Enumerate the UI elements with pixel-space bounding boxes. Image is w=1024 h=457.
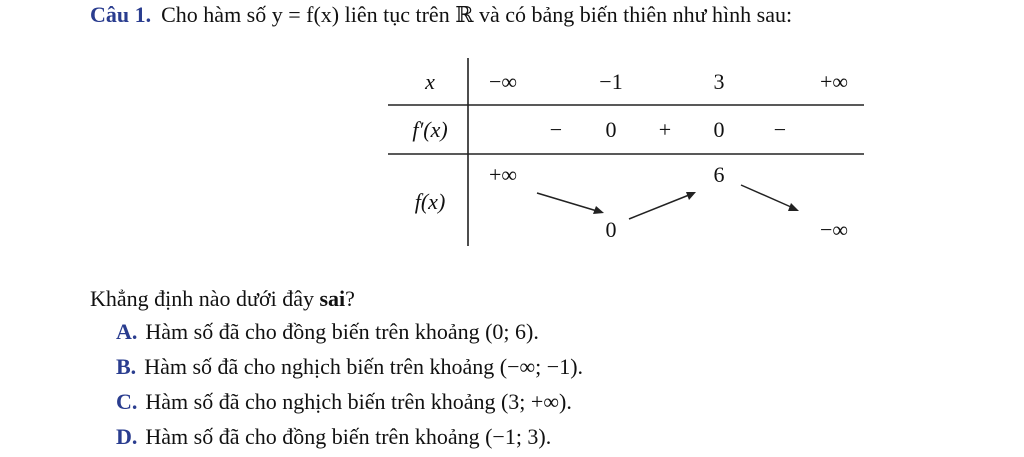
f-value-max: 6 — [713, 162, 725, 187]
option-b[interactable] — [116, 352, 583, 387]
prompt-end: ? — [345, 286, 355, 311]
question-prompt — [90, 286, 355, 312]
arrow-increase — [629, 192, 696, 219]
question-number: Câu 1. — [90, 2, 152, 27]
option-letter: A. — [116, 319, 138, 344]
f-row-label: f(x) — [414, 189, 446, 214]
fprime-zero-1: 0 — [605, 117, 617, 142]
fprime-sign-2: + — [658, 117, 672, 142]
x-row-label: x — [425, 69, 435, 94]
fprime-sign-1: − — [549, 117, 563, 142]
x-value-three: 3 — [713, 69, 725, 94]
option-a[interactable] — [116, 317, 583, 352]
option-letter: C. — [116, 389, 138, 414]
f-value-min: 0 — [605, 217, 617, 242]
x-value-minus-one: −1 — [599, 69, 623, 94]
prompt-text: Khẳng định nào dưới đây — [90, 286, 320, 311]
f-value-neg-infinity: −∞ — [819, 217, 849, 242]
option-letter: D. — [116, 424, 138, 449]
fprime-sign-3: − — [773, 117, 787, 142]
option-c[interactable] — [116, 387, 583, 422]
answer-options — [116, 317, 583, 457]
f-value-pos-infinity: +∞ — [488, 162, 518, 187]
arrow-decrease-2 — [741, 185, 799, 211]
option-text: Hàm số đã cho nghịch biến trên khoảng (3; +∞). — [145, 389, 572, 414]
x-value-pos-infinity: +∞ — [819, 69, 849, 94]
question-statement: Cho hàm số y = f(x) liên tục trên ℝ và có bảng biến thiên như hình sau: — [161, 2, 793, 27]
x-value-neg-infinity: −∞ — [488, 69, 518, 94]
option-text: Hàm số đã cho nghịch biến trên khoảng (−∞; −1). — [144, 354, 584, 379]
prompt-emphasis: sai — [319, 286, 346, 311]
option-letter: B. — [116, 354, 137, 379]
option-text: Hàm số đã cho đồng biến trên khoảng (0; 6). — [145, 319, 539, 344]
fprime-zero-2: 0 — [713, 117, 725, 142]
fprime-row-label: f′(x) — [412, 117, 448, 142]
option-text: Hàm số đã cho đồng biến trên khoảng (−1; 3). — [145, 424, 552, 449]
option-d[interactable] — [116, 422, 583, 457]
arrow-decrease-1 — [537, 193, 604, 214]
